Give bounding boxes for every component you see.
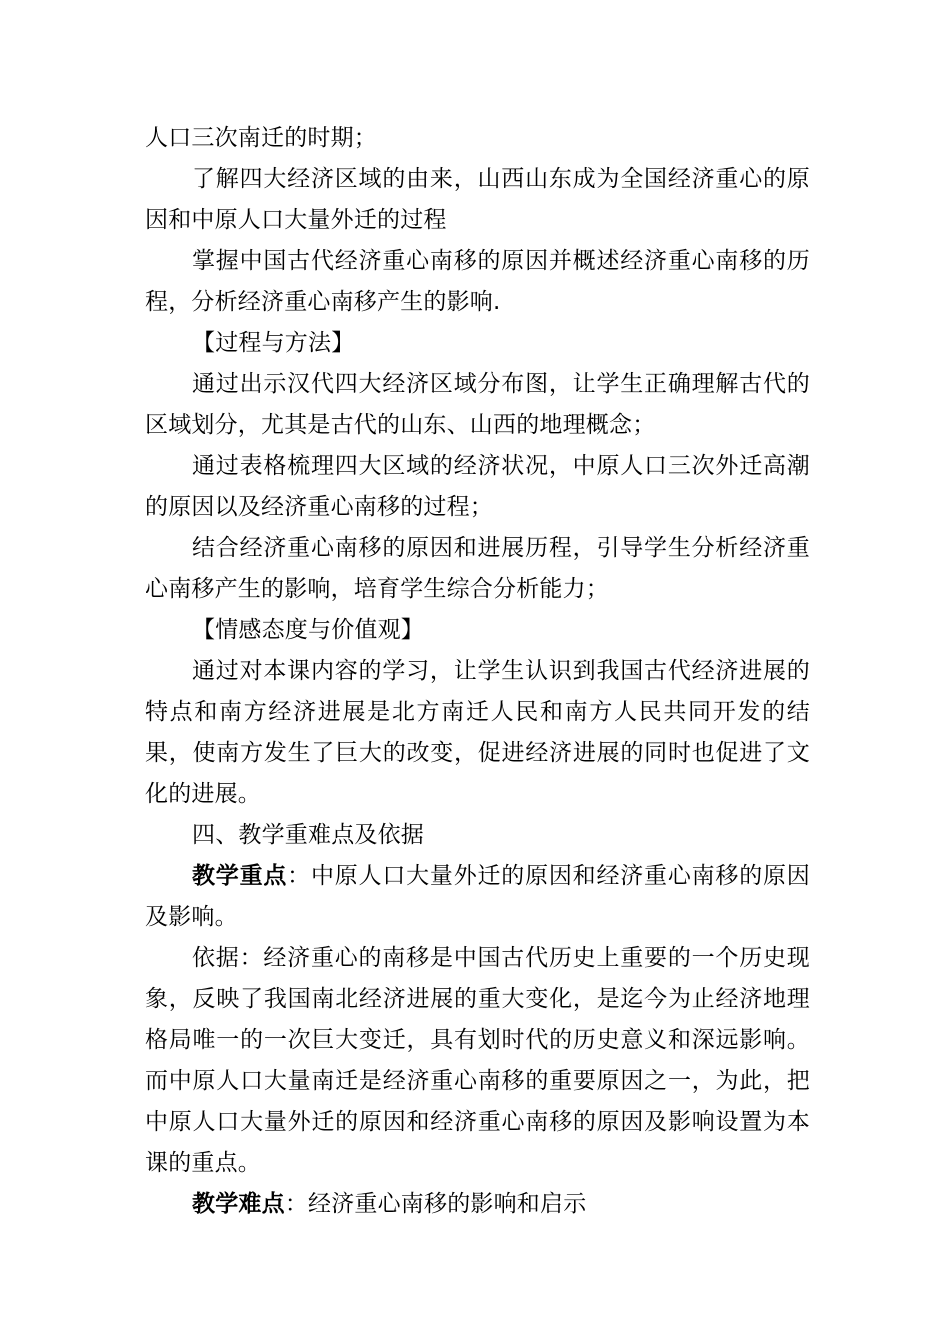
- paragraph-continuation: 人口三次南迁的时期；: [145, 125, 377, 151]
- paragraph-table-method: 通过表格梳理四大区域的经济状况，中原人口三次外迁高潮的原因以及经济重心南移的过程；: [145, 453, 810, 520]
- heading-key-points: 四、教学重难点及依据: [192, 822, 424, 848]
- heading-emotion-values: 【情感态度与价值观】: [192, 617, 424, 643]
- heading-process-method: 【过程与方法】: [192, 330, 355, 356]
- teaching-focus-label: 教学重点: [192, 863, 288, 889]
- paragraph-basis: 依据：经济重心的南移是中国古代历史上重要的一个历史现象，反映了我国南北经济进展的重大变化，是迄今为止经济地理格局唯一的一次巨大变迁，具有划时代的历史意义和深远影响。而中原人口大量南迁是经济重心南移的重要原因之一，为此，把中原人口大量外迁的原因和经济重心南移的原因及影响设置为本课的重点。: [145, 945, 810, 1176]
- document-body: [145, 118, 810, 1225]
- teaching-difficulty-text: ：经济重心南移的影响和启示: [284, 1191, 587, 1217]
- paragraph-master-shift: 掌握中国古代经济重心南移的原因并概述经济重心南移的历程，分析经济重心南移产生的影响.: [145, 248, 810, 315]
- paragraph-understand-regions: 了解四大经济区域的由来，山西山东成为全国经济重心的原因和中原人口大量外迁的过程: [145, 166, 810, 233]
- paragraph-teaching-focus: [145, 856, 810, 938]
- teaching-difficulty-label: 教学难点: [192, 1191, 285, 1217]
- teaching-focus-text: ：中原人口大量外迁的原因和经济重心南移的原因及影响。: [145, 863, 810, 930]
- paragraph-teaching-difficulty: [145, 1184, 810, 1225]
- paragraph-map-method: 通过出示汉代四大经济区域分布图，让学生正确理解古代的区域划分，尤其是古代的山东、山西的地理概念；: [145, 371, 810, 438]
- paragraph-emotion-values: 通过对本课内容的学习，让学生认识到我国古代经济进展的特点和南方经济进展是北方南迁人民和南方人民共同开发的结果，使南方发生了巨大的改变，促进经济进展的同时也促进了文化的进展。: [145, 658, 810, 807]
- paragraph-analysis-method: 结合经济重心南移的原因和进展历程，引导学生分析经济重心南移产生的影响，培育学生综合分析能力；: [145, 535, 810, 602]
